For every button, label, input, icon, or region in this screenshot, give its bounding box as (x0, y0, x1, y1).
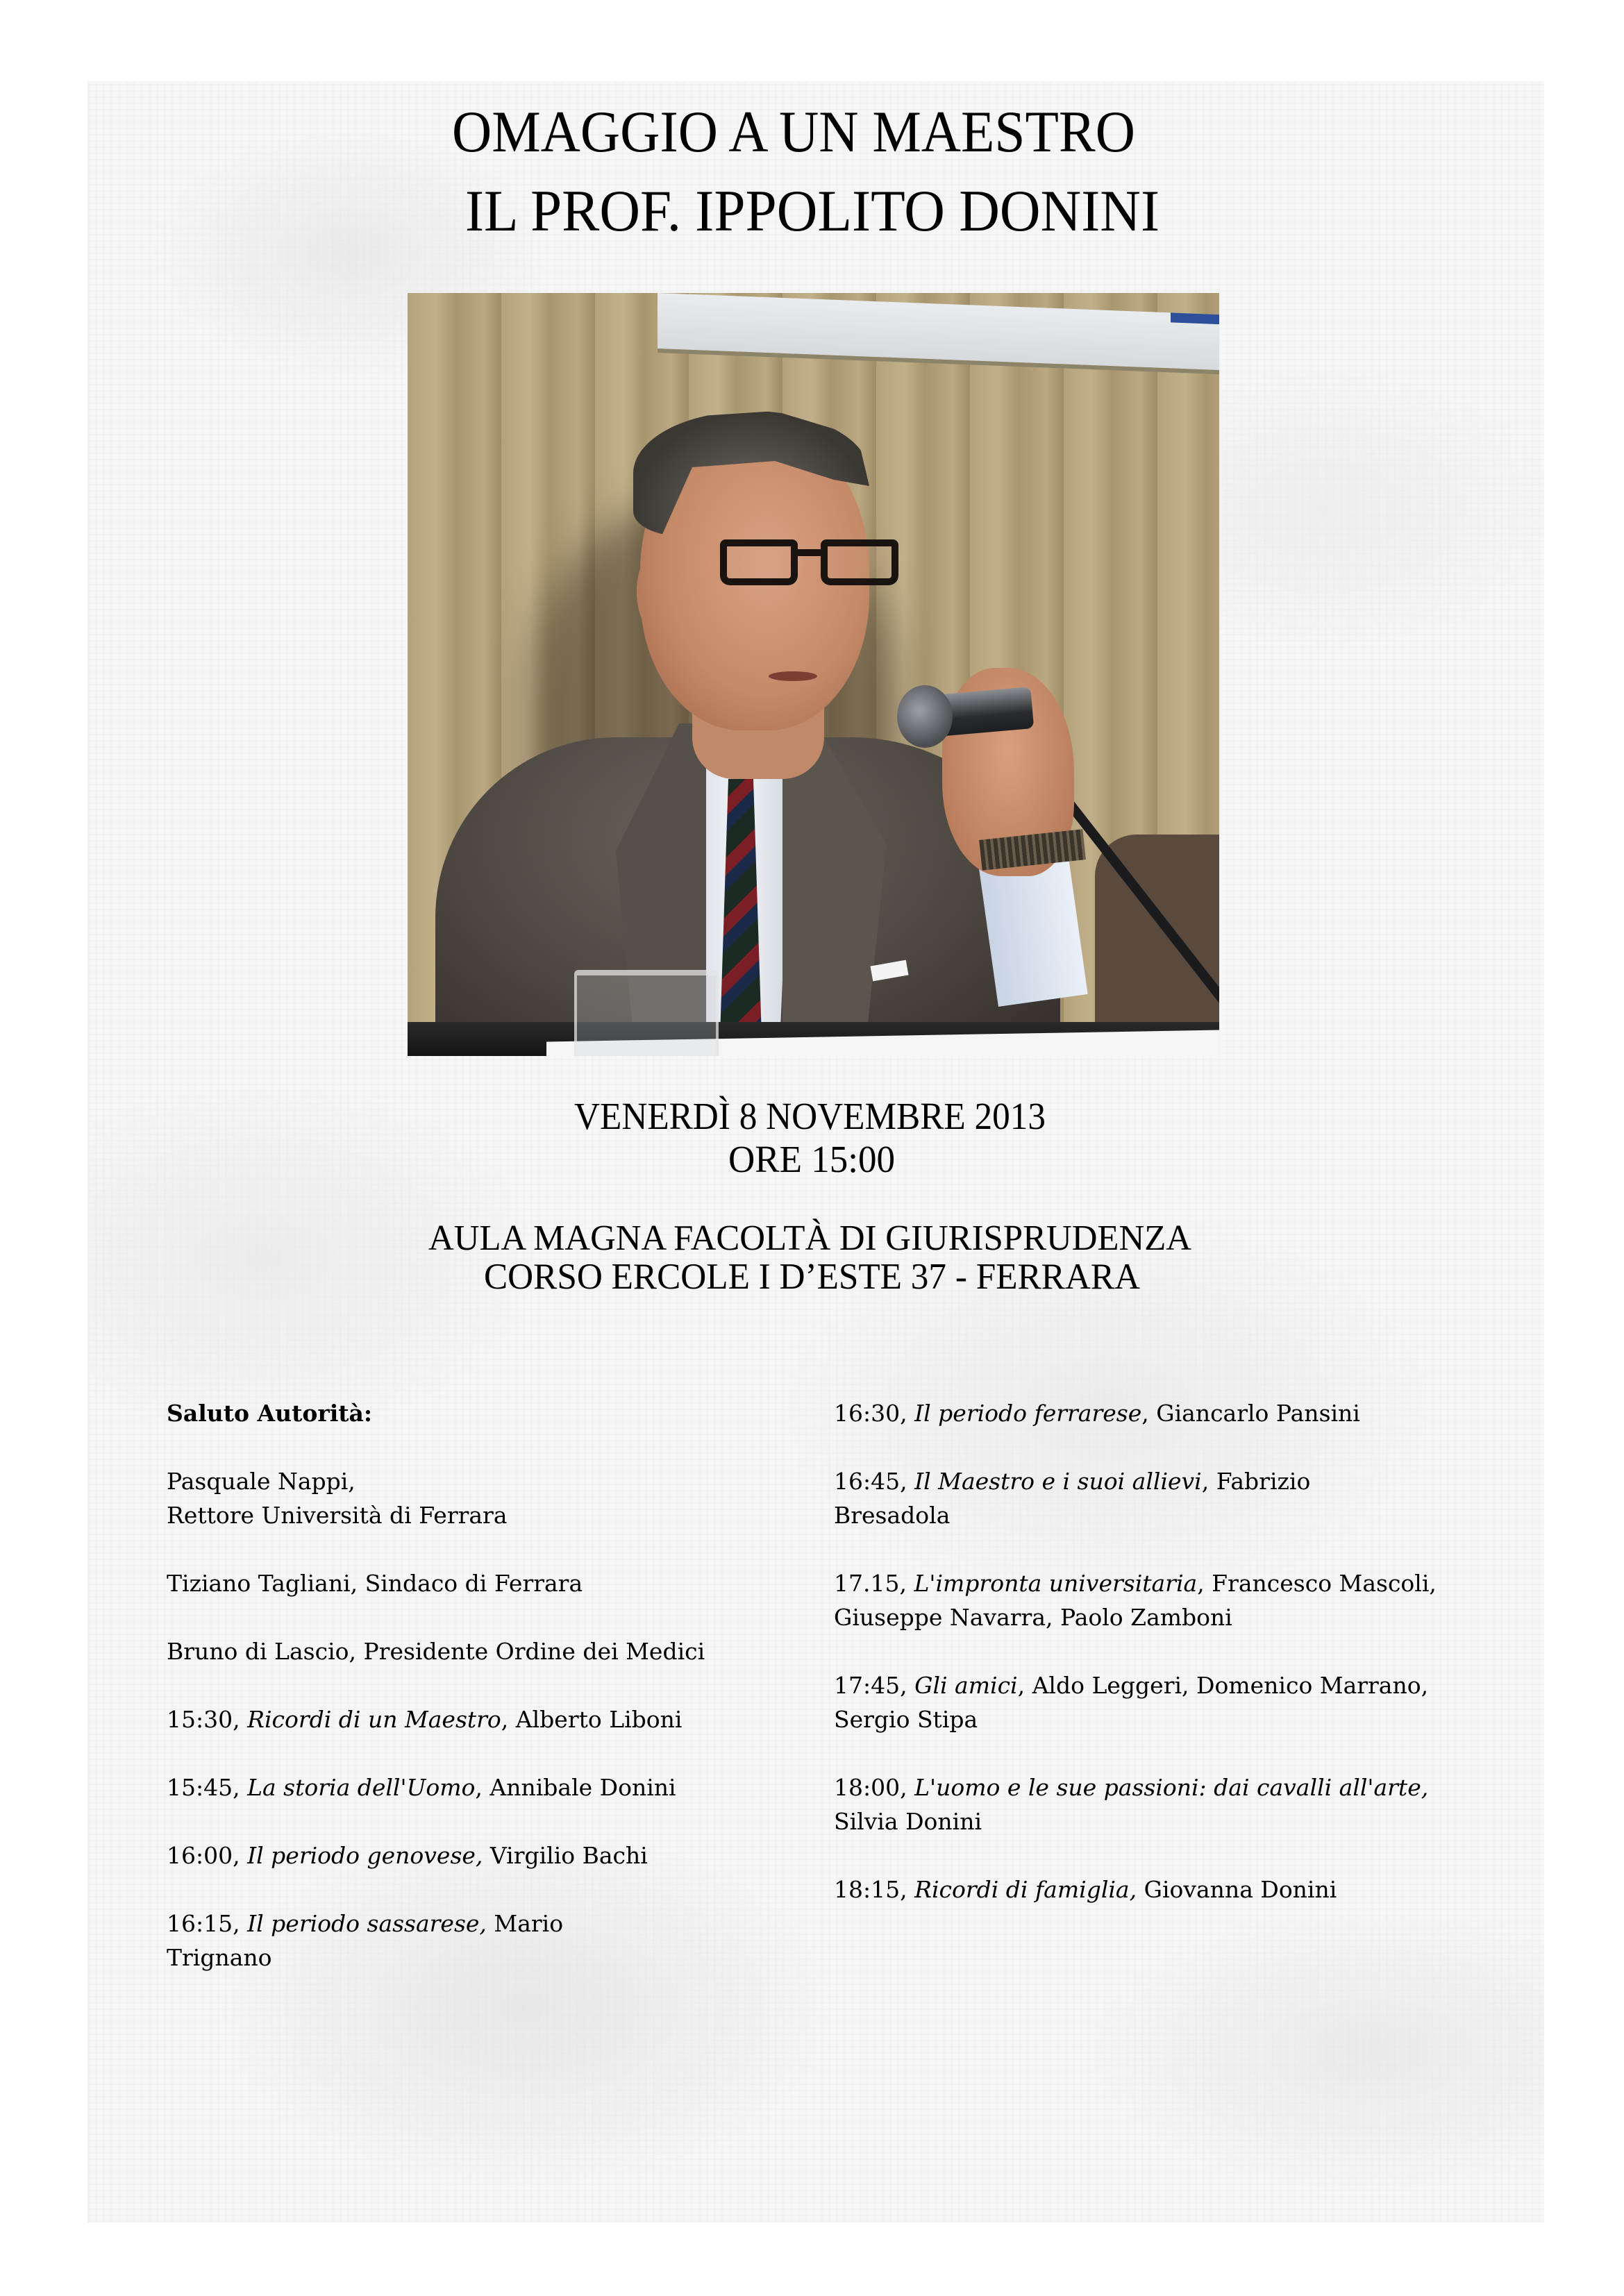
session-speakers: , Giancarlo Pansini (1141, 1400, 1360, 1427)
program-item (834, 1396, 1375, 1430)
program-item (834, 1566, 1445, 1634)
program-item (834, 1872, 1382, 1907)
photo-glasses (720, 539, 911, 592)
session-time: 18:15, (834, 1876, 907, 1903)
session-title: L'impronta universitaria (914, 1570, 1198, 1597)
speaker-role: Rettore Università di Ferrara (167, 1502, 508, 1529)
event-date: VENERDÌ 8 NOVEMBRE 2013 (574, 1095, 1046, 1137)
session-speakers: , Aldo Leggeri, Domenico Marrano, Sergio Stipa (834, 1672, 1429, 1733)
title-line-1: OMAGGIO A UN MAESTRO (452, 99, 1135, 165)
session-speakers: Giovanna Donini (1137, 1876, 1337, 1903)
event-time: ORE 15:00 (728, 1138, 895, 1180)
speaker-name: Pasquale Nappi, (167, 1468, 355, 1495)
session-speakers: , Annibale Donini (475, 1774, 676, 1801)
event-address: CORSO ERCOLE I D’ESTE 37 - FERRARA (484, 1257, 1140, 1298)
session-title: Il periodo genovese, (247, 1842, 483, 1869)
session-time: 16:45, (834, 1468, 907, 1495)
program-column-right (834, 1396, 1473, 1941)
program-item (167, 1464, 792, 1532)
portrait-photo (408, 293, 1219, 1056)
program-item (167, 1770, 694, 1804)
session-title: Ricordi di un Maestro (247, 1706, 501, 1733)
program-item (167, 1907, 667, 1975)
session-time: 16:15, (167, 1910, 240, 1937)
session-title: Gli amici (914, 1672, 1018, 1699)
photo-water-glass (574, 970, 719, 1056)
program-item: Bruno di Lascio, Presidente Ordine dei Medici (167, 1638, 705, 1665)
session-speakers: , Alberto Liboni (501, 1706, 683, 1733)
session-time: 15:30, (167, 1706, 240, 1733)
session-time: 16:00, (167, 1842, 240, 1869)
program-item (167, 1702, 694, 1736)
program-heading: Saluto Autorità: (167, 1400, 373, 1427)
program-item (834, 1770, 1459, 1838)
session-speakers: Silvia Donini (834, 1808, 982, 1835)
session-speakers: Mario Trignano (167, 1910, 564, 1971)
program-item (834, 1464, 1431, 1532)
photo-banner (658, 293, 1219, 374)
session-speakers: , Fabrizio Bresadola (834, 1468, 1311, 1529)
session-time: 16:30, (834, 1400, 907, 1427)
session-speakers: Virgilio Bachi (483, 1842, 648, 1869)
session-time: 18:00, (834, 1774, 907, 1801)
title-line-2: IL PROF. IPPOLITO DONINI (465, 178, 1160, 244)
session-time: 17.15, (834, 1570, 907, 1597)
session-time: 15:45, (167, 1774, 240, 1801)
session-time: 17:45, (834, 1672, 907, 1699)
session-title: La storia dell'Uomo (247, 1774, 476, 1801)
session-title: Il periodo sassarese, (247, 1910, 487, 1937)
session-title: Ricordi di famiglia, (914, 1876, 1137, 1903)
program-item (834, 1668, 1438, 1736)
program-column-left (167, 1396, 792, 2009)
session-title: Il Maestro e i suoi allievi (914, 1468, 1202, 1495)
session-speakers: , Francesco Mascoli, Giuseppe Navarra, Paolo Zamboni (834, 1570, 1437, 1631)
program-item: Tiziano Tagliani, Sindaco di Ferrara (167, 1570, 583, 1597)
session-title: L'uomo e le sue passioni: dai cavalli all'arte, (914, 1774, 1429, 1801)
program-item (167, 1838, 792, 1872)
session-title: Il periodo ferrarese (914, 1400, 1142, 1427)
event-venue: AULA MAGNA FACOLTÀ DI GIURISPRUDENZA (428, 1218, 1191, 1258)
